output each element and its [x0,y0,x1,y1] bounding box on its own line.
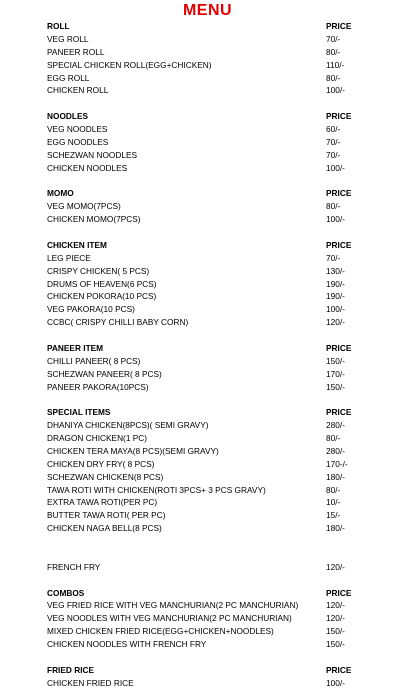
price-column-label: PRICE [326,188,352,199]
menu-item [47,265,407,278]
section-header [47,187,407,200]
section-header [47,110,407,123]
menu-item [47,381,407,394]
item-price: 120/- [326,317,345,328]
item-name: BUTTER TAWA ROTI( PER PC) [47,510,166,521]
item-name: VEG NOODLES WITH VEG MANCHURIAN(2 PC MANCHURIAN) [47,613,292,624]
item-price: 180/- [326,471,345,482]
item-price: 150/- [326,381,345,392]
item-name: TAWA ROTI WITH CHICKEN(ROTI 3PCS+ 3 PCS GRAVY) [47,484,266,495]
menu-item [47,316,407,329]
section-spacer [47,651,407,664]
menu-item [47,162,407,175]
item-price: 100/- [326,677,345,688]
price-column-label: PRICE [326,407,352,418]
section-header [47,664,407,677]
item-name: CHICKEN NOODLES WITH FRENCH FRY [47,639,207,649]
item-price: 150/- [326,355,345,366]
section-heading: SPECIAL ITEMS [47,407,111,418]
item-price: 190/- [326,278,345,289]
item-price: 100/- [326,162,345,173]
price-column-label: PRICE [326,239,352,250]
item-name: DRAGON CHICKEN(1 PC) [47,433,148,443]
item-price: 100/- [326,85,345,96]
menu-item [47,445,407,458]
menu-item [47,213,407,226]
menu-section [47,239,407,329]
item-name: LEG PIECE [47,252,91,263]
menu-section [47,187,407,226]
menu-item [47,471,407,484]
menu-list [47,20,407,690]
menu-item [47,303,407,316]
item-name: VEG MOMO(7PCS) [47,201,121,212]
menu-item [47,200,407,213]
item-price: 150/- [326,639,345,649]
item-price: 15/- [326,510,341,521]
menu-section [47,406,407,573]
menu-item [47,123,407,136]
item-name: CHICKEN FRIED RICE [47,677,134,688]
menu-item [47,355,407,368]
item-price: 70/- [326,136,341,147]
menu-item [47,522,407,535]
section-header [47,406,407,419]
item-name: VEG FRIED RICE WITH VEG MANCHURIAN(2 PC MANCHURIAN) [47,600,299,611]
item-price: 170/- [326,368,345,379]
item-name: SPECIAL CHICKEN ROLL(EGG+CHICKEN) [47,59,212,70]
item-name: VEG NOODLES [47,124,108,134]
menu-item [47,46,407,59]
section-heading: FRIED RICE [47,664,95,675]
item-name: MIXED CHICKEN FRIED RICE(EGG+CHICKEN+NOODLES) [47,626,274,637]
menu-section [47,587,407,651]
item-price: 70/- [326,33,341,44]
section-heading: COMBOS [47,587,85,598]
item-name: SCHEZWAN NOODLES [47,149,138,160]
item-name: CHICKEN TERA MAYA(8 PCS)(SEMI GRAVY) [47,445,219,456]
item-price: 10/- [326,497,341,508]
menu-item [47,458,407,471]
menu-item [47,72,407,85]
section-spacer [47,97,407,110]
menu-item [47,612,407,625]
menu-item [47,136,407,149]
section-heading: NOODLES [47,111,89,122]
menu-item [47,252,407,265]
menu-item [47,278,407,291]
price-column-label: PRICE [326,587,352,598]
section-spacer [47,226,407,239]
item-name: CRISPY CHICKEN( 5 PCS) [47,265,150,276]
menu-item [47,677,407,690]
item-price: 180/- [326,523,345,534]
menu-item [47,625,407,638]
menu-section [47,342,407,394]
menu-section [47,664,407,690]
menu-title: MENU [182,2,233,19]
menu-item [47,432,407,445]
item-price: 130/- [326,265,345,276]
section-spacer [47,329,407,342]
menu-section [47,20,407,97]
item-name: CCBC( CRISPY CHILLI BABY CORN) [47,317,189,328]
item-price: 170-/- [326,458,348,469]
price-column-label: PRICE [326,21,352,31]
item-price: 80/- [326,72,341,83]
section-heading: MOMO [47,188,74,199]
item-price: 280/- [326,420,345,431]
item-price: 100/- [326,214,345,225]
item-name: SCHEZWAN CHICKEN(8 PCS) [47,471,164,482]
section-spacer [47,574,407,587]
section-heading: PANEER ITEM [47,342,104,353]
item-name: EGG ROLL [47,72,90,83]
item-name: CHILLI PANEER( 8 PCS) [47,355,141,366]
item-name: CHICKEN DRY FRY( 8 PCS) [47,458,155,469]
section-spacer [47,393,407,406]
item-name: DRUMS OF HEAVEN(6 PCS) [47,278,157,289]
menu-item [47,419,407,432]
item-price: 80/- [326,201,341,212]
item-name: PANEER PAKORA(10PCS) [47,381,149,392]
section-heading: CHICKEN ITEM [47,239,107,250]
item-name: PANEER ROLL [47,46,105,57]
item-price: 110/- [326,59,345,70]
menu-item [47,290,407,303]
item-name: CHICKEN NOODLES [47,162,128,173]
item-name: CHICKEN NAGA BELL(8 PCS) [47,523,162,534]
item-price: 150/- [326,626,345,637]
item-name: VEG ROLL [47,33,89,44]
menu-item [47,509,407,522]
menu-item [47,496,407,509]
item-price: 120/- [326,561,345,572]
item-name: CHICKEN MOMO(7PCS) [47,214,141,225]
menu-item [47,368,407,381]
menu-item [47,59,407,72]
price-column-label: PRICE [326,342,352,353]
menu-item [47,33,407,46]
item-price: 70/- [326,149,341,160]
item-price: 100/- [326,304,345,315]
item-price: 120/- [326,600,345,611]
item-name: SCHEZWAN PANEER( 8 PCS) [47,368,162,379]
item-price: 70/- [326,252,341,263]
item-price: 190/- [326,291,345,302]
menu-item [47,149,407,162]
menu-section [47,110,407,174]
section-header [47,342,407,355]
item-name: DHANIYA CHICKEN(8PCS)( SEMI GRAVY) [47,420,209,431]
item-price: 80/- [326,433,341,443]
section-spacer [47,175,407,188]
menu-item [47,599,407,612]
menu-item [47,484,407,497]
item-name: CHICKEN ROLL [47,85,109,96]
price-column-label: PRICE [326,111,352,122]
menu-item [47,535,407,548]
menu-item [47,638,407,651]
menu-item [47,561,407,574]
item-name: CHICKEN POKORA(10 PCS) [47,291,157,302]
section-header [47,239,407,252]
item-name: VEG PAKORA(10 PCS) [47,304,135,315]
item-name: EGG NOODLES [47,136,109,147]
section-heading: ROLL [47,21,70,31]
price-column-label: PRICE [326,664,352,675]
item-name: EXTRA TAWA ROTI(PER PC) [47,497,158,508]
menu-item [47,84,407,97]
item-price: 280/- [326,445,345,456]
item-name: FRENCH FRY [47,561,101,572]
item-price: 80/- [326,484,341,495]
menu-item [47,548,407,561]
item-price: 80/- [326,46,341,57]
section-header [47,20,407,33]
item-price: 120/- [326,613,345,624]
item-price: 60/- [326,124,341,134]
section-header [47,587,407,600]
